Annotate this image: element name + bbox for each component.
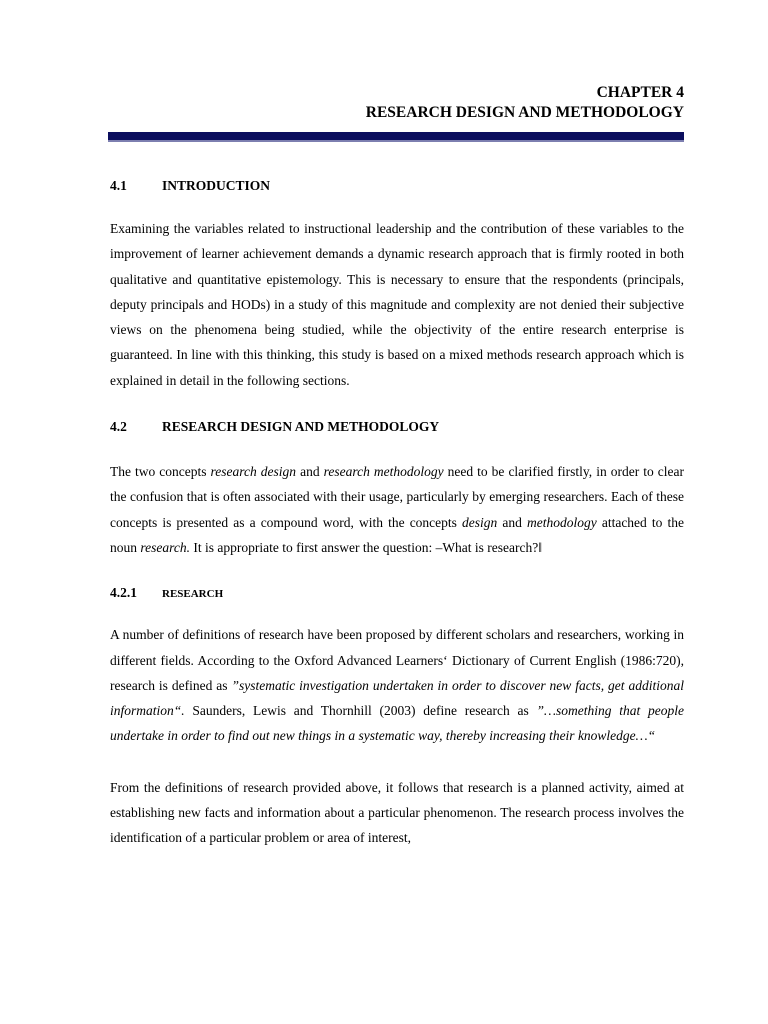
text-run: It is appropriate to first answer the question: –What is research?‖ bbox=[190, 539, 543, 555]
text-run: need to be clarified firstly, in order to clear the confusion that is often associated with their usage, particularly by emerging researchers. Each of these concepts is presented as a compound word, with the concepts bbox=[110, 464, 684, 530]
section-number: 4.2 bbox=[110, 419, 127, 435]
subsection-heading-4-2-1 bbox=[110, 585, 684, 601]
paragraph-definitions bbox=[110, 622, 684, 748]
italic-quote: ”…something that people undertake in order to find out new things in a systematic way, thereby increasing their knowledge…“ bbox=[110, 703, 685, 744]
italic-term: design bbox=[462, 514, 498, 530]
italic-term: research. bbox=[140, 539, 190, 555]
subsection-title: RESEARCH bbox=[162, 588, 224, 601]
section-heading-4-2 bbox=[110, 419, 684, 435]
paragraph-research-process: From the definitions of research provided above, it follows that research is a planned activity, aimed at establishing new facts and information about a particular phenomenon. The research process involves the identification of a particular problem or area of interest, bbox=[110, 779, 684, 846]
italic-term: research methodology bbox=[323, 464, 444, 480]
text-run: attached to the noun bbox=[110, 514, 684, 555]
italic-quote: ”systematic investigation undertaken in order to discover new facts, get additional information“. bbox=[110, 677, 684, 719]
chapter-number: CHAPTER 4 bbox=[596, 84, 684, 101]
subsection-number: 4.2.1 bbox=[110, 585, 137, 601]
section-number: 4.1 bbox=[110, 178, 127, 193]
header-rule bbox=[108, 132, 684, 142]
paragraph-introduction: Examining the variables related to instructional leadership and the contribution of these variables to the improvement of learner achievement demands a dynamic research approach that is firmly rooted in both qualitative and quantitative epistemology. This is necessary to ensure that the respondents (principals, deputy principals and HODs) in a study of this magnitude and complexity are not denied their subjective views on the phenomena being studied, while the objectivity of the entire research enterprise is guaranteed. In line with this thinking, this study is based on a mixed methods research approach which is explained in detail in the following sections. bbox=[110, 221, 684, 388]
section-heading-4-1 bbox=[110, 178, 684, 194]
italic-term: methodology bbox=[526, 514, 597, 530]
paragraph-concepts bbox=[110, 459, 684, 560]
text-run: A number of definitions of research have been proposed by different scholars and researchers, working in different fields. According to the Oxford Advanced Learners‘ Dictionary of Current English (1986:720), research is defined as bbox=[110, 627, 684, 693]
italic-term: research design bbox=[210, 464, 297, 480]
text-run: and bbox=[296, 464, 324, 480]
text-run: Saunders, Lewis and Thornhill (2003) define research as bbox=[184, 703, 537, 719]
section-title: INTRODUCTION bbox=[162, 178, 271, 193]
section-title: RESEARCH DESIGN AND METHODOLOGY bbox=[162, 419, 440, 435]
text-run: The two concepts bbox=[110, 464, 211, 480]
chapter-title: RESEARCH DESIGN AND METHODOLOGY bbox=[365, 104, 684, 121]
text-run: and bbox=[497, 514, 527, 530]
chapter-header bbox=[110, 0, 684, 123]
